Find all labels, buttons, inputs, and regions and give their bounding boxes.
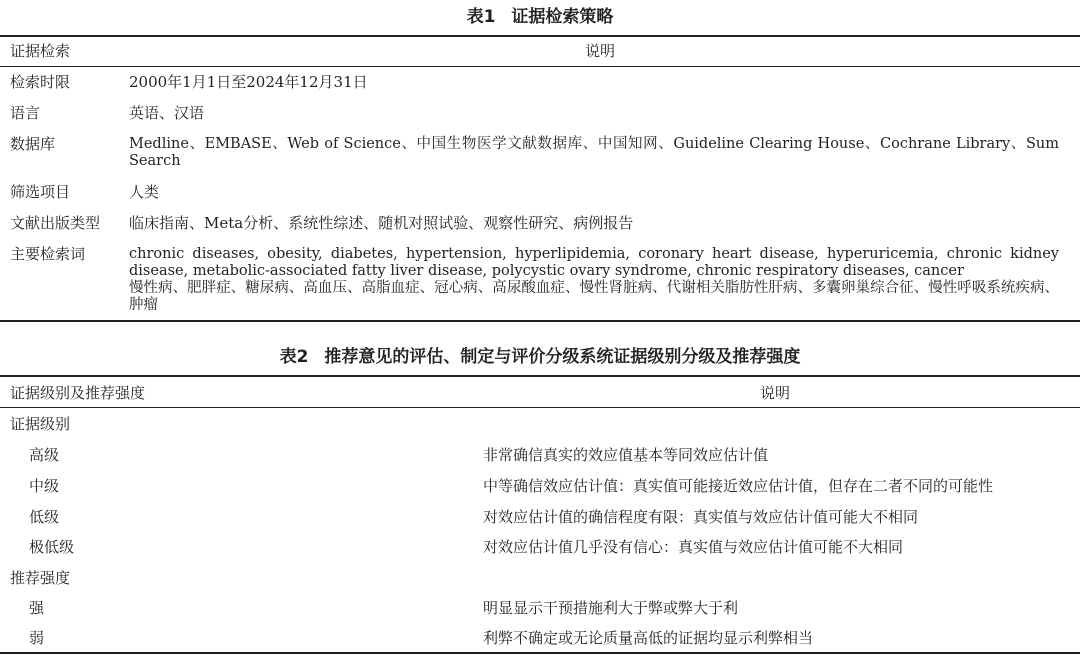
table1-row-value: 临床指南、Meta分析、系统性综述、随机对照试验、观察性研究、病例报告 [129, 214, 634, 232]
table2-label: 表2 [279, 347, 309, 367]
table2-title: 推荐意见的评估、制定与评价分级系统证据级别分级及推荐强度 [324, 347, 801, 367]
table1-row-key: 语言 [10, 104, 41, 122]
table1-row-key: 数据库 [10, 135, 56, 153]
table2-row-value: 利弊不确定或无论质量高低的证据均显示利弊相当 [483, 629, 814, 647]
table1-row-value: 英语、汉语 [129, 104, 205, 122]
table2-row-key: 高级 [29, 446, 60, 464]
table2-row-key: 中级 [29, 477, 60, 495]
table1-row-value: Medline、EMBASE、Web of Science、中国生物医学文献数据库、中国知网、Guideline Clearing House、Cochrane Library、Sum Search [129, 136, 1059, 169]
table2-row-value: 非常确信真实的效应值基本等同效应估计值 [483, 446, 769, 464]
table1-title: 证据检索策略 [511, 7, 614, 27]
table1-label: 表1 [466, 7, 496, 27]
table1-row-value: chronic diseases, obesity, diabetes, hypertension, hyperlipidemia, coronary heart disease, hyperuricemia, chronic kidney disease, metabolic-associated fatty liver disease, polycystic ovary syndrome, chronic respiratory diseases, cancer [129, 246, 1059, 279]
table2-row-key: 低级 [29, 508, 60, 526]
table1-row-key: 文献出版类型 [10, 214, 101, 232]
table1-caption [0, 7, 1080, 27]
table2-row-key: 强 [29, 599, 45, 617]
table1-col1-header: 证据检索 [10, 42, 71, 60]
table1-row-value: 2000年1月1日至2024年12月31日 [129, 73, 368, 91]
table2-row-value: 明显显示干预措施利大于弊或弊大于利 [483, 599, 739, 617]
table1-col2-header: 说明 [584, 42, 615, 60]
table2-row-value: 中等确信效应估计值：真实值可能接近效应估计值，但存在二者不同的可能性 [483, 477, 994, 495]
table1-row-value: 人类 [129, 183, 160, 201]
table1-bottom-rule [0, 320, 1080, 322]
table1-row-key: 筛选项目 [10, 183, 71, 201]
table1-top-rule [0, 35, 1080, 37]
table2-caption [0, 347, 1080, 367]
table1-header-rule [0, 66, 1080, 67]
table2-row-value: 对效应估计值几乎没有信心：真实值与效应估计值可能不大相同 [483, 538, 904, 556]
table2-row-key: 弱 [29, 629, 45, 647]
table2-row-key: 极低级 [29, 538, 75, 556]
table2-section-heading: 证据级别 [10, 415, 71, 433]
table2-header-rule [0, 407, 1080, 408]
table1-row-key: 检索时限 [10, 73, 71, 91]
table2-row-value: 对效应估计值的确信程度有限：真实值与效应估计值可能大不相同 [483, 508, 919, 526]
table1-row-value-chinese: 慢性病、肥胖症、糖尿病、高血压、高脂血症、冠心病、高尿酸血症、慢性肾脏病、代谢相关脂肪性肝病、多囊卵巢综合征、慢性呼吸系统疾病、肿瘤 [129, 280, 1059, 313]
table2-col1-header: 证据级别及推荐强度 [10, 384, 146, 402]
table2-section-heading: 推荐强度 [10, 569, 71, 587]
table2-top-rule [0, 375, 1080, 377]
table1-row-key: 主要检索词 [10, 245, 86, 263]
table2-col2-header: 说明 [759, 384, 790, 402]
table2-bottom-rule [0, 652, 1080, 654]
